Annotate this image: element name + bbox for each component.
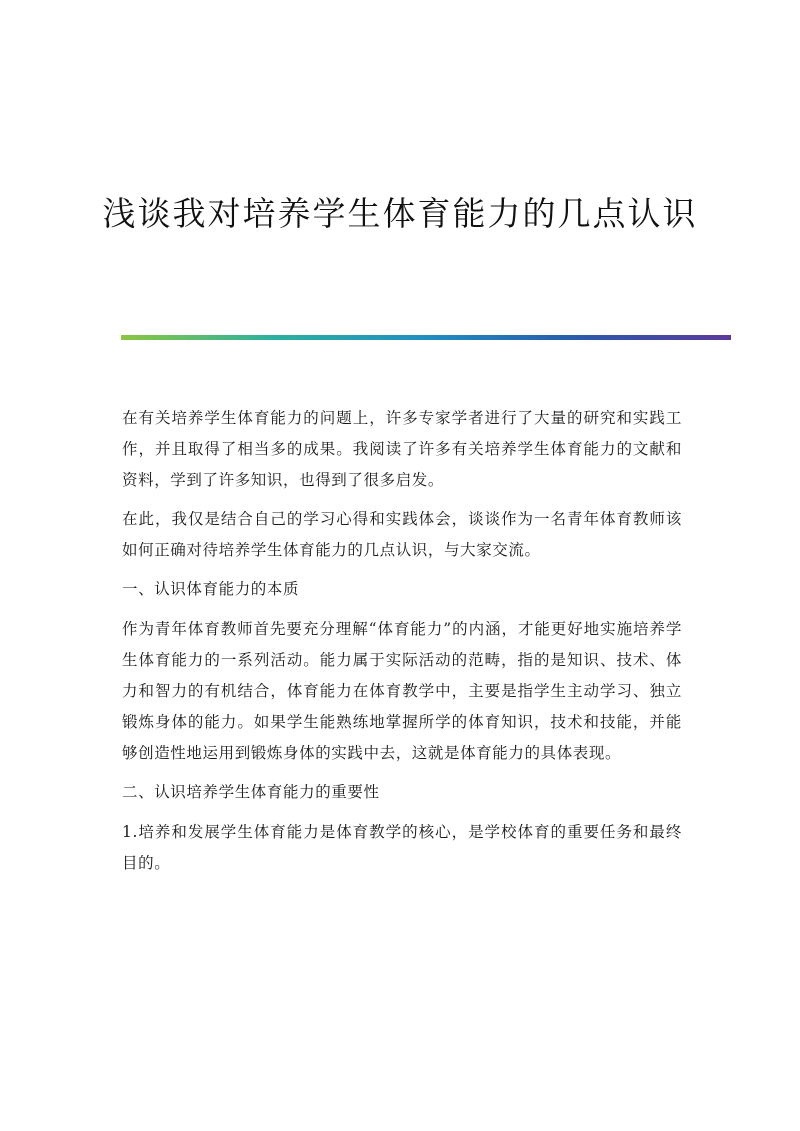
paragraph-purpose: 在此，我仅是结合自己的学习心得和实践体会，谈谈作为一名青年体育教师该如何正确对待培养学生体育能力的几点认识，与大家交流。	[122, 510, 682, 559]
paragraph-intro: 在有关培养学生体育能力的问题上，许多专家学者进行了大量的研究和实践工作，并且取得了相当多的成果。我阅读了许多有关培养学生体育能力的文献和资料，学到了许多知识，也得到了很多启发。	[122, 409, 682, 489]
paragraph-section-1: 作为青年体育教师首先要充分理解“体育能力”的内涵，才能更好地实施培养学生体育能力的一系列活动。能力属于实际活动的范畴，指的是知识、技术、体力和智力的有机结合，体育能力在体育教学中，主要是指学生主动学习、独立锻炼身体的能力。如果学生能熟练地掌握所学的体育知识，技术和技能，并能够创造性地运用到锻炼身体的实践中去，这就是体育能力的具体表现。	[122, 620, 682, 762]
document-body	[122, 403, 682, 887]
section-heading-2: 二、认识培养学生体育能力的重要性	[122, 783, 380, 801]
title-divider	[121, 335, 731, 340]
document-title: 浅谈我对培养学生体育能力的几点认识	[102, 194, 698, 233]
paragraph-section-2-item-1: 1.培养和发展学生体育能力是体育教学的核心，是学校体育的重要任务和最终目的。	[122, 823, 682, 872]
section-heading-1: 一、认识体育能力的本质	[122, 580, 300, 598]
